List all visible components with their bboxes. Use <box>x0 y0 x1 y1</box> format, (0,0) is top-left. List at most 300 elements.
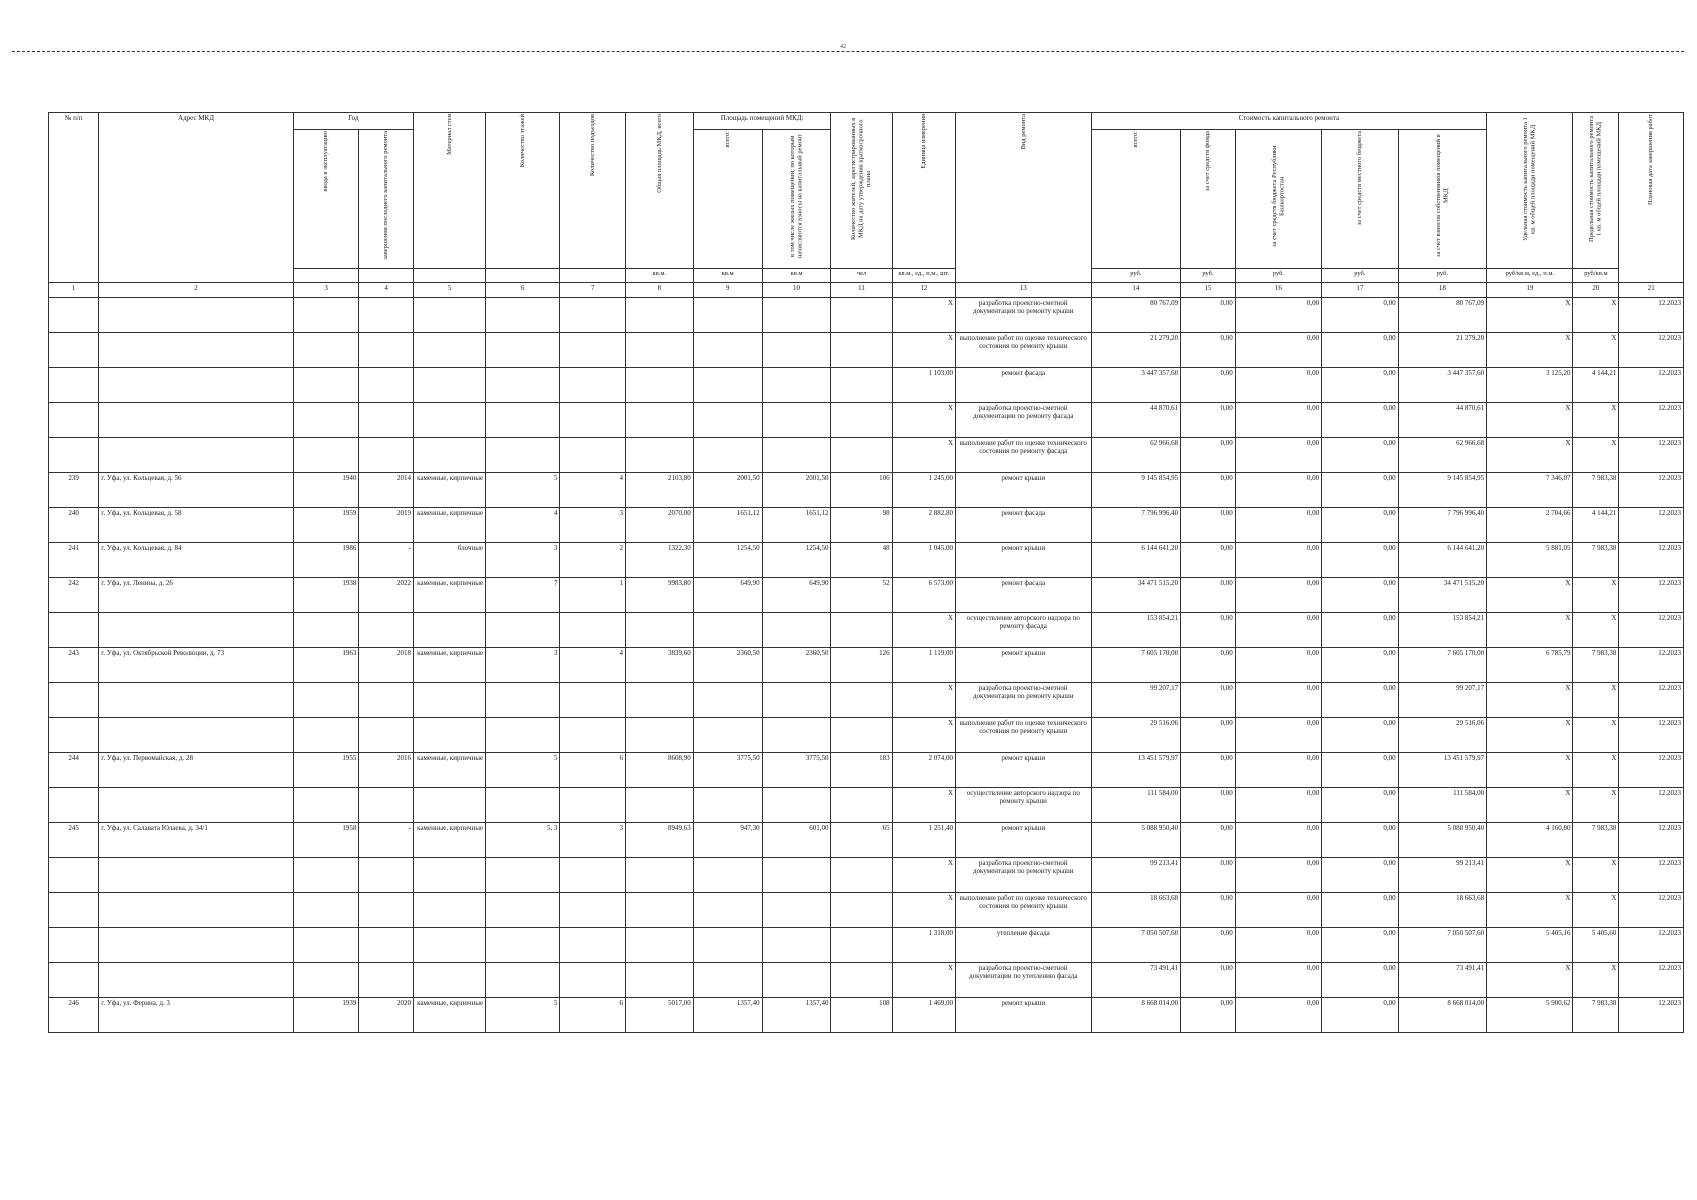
cell-unit: X <box>892 613 955 648</box>
cell-fl: 7 <box>486 578 560 613</box>
cell-mat <box>414 858 486 893</box>
cell-date: 12.2023 <box>1619 613 1684 648</box>
cell-area: 2070,00 <box>626 508 694 543</box>
unit-fund: руб. <box>1181 269 1236 283</box>
cell-pt <box>693 893 762 928</box>
cell-y2: 2022 <box>359 578 414 613</box>
cell-ent <box>560 333 626 368</box>
cell-mc: 4 144,21 <box>1573 368 1619 403</box>
cell-unit: 2 074,00 <box>892 753 955 788</box>
cell-address <box>99 718 294 753</box>
cell-area: 2103,80 <box>626 473 694 508</box>
table-row <box>49 473 1684 508</box>
cell-uc: X <box>1487 683 1573 718</box>
cell-uc: X <box>1487 438 1573 473</box>
cell-total: 7 605 170,00 <box>1091 648 1181 683</box>
cell-unit: X <box>892 333 955 368</box>
cell-y2 <box>359 683 414 718</box>
column-number: 20 <box>1573 283 1619 298</box>
cell-y1 <box>293 403 359 438</box>
cell-type: утепление фасада <box>956 928 1092 963</box>
cell-fl <box>486 403 560 438</box>
cell-address <box>99 298 294 333</box>
table-row <box>49 683 1684 718</box>
column-number: 9 <box>693 283 762 298</box>
cell-fund: 0,00 <box>1181 683 1236 718</box>
unit-total-area: кв.м. <box>626 269 694 283</box>
cell-date: 12.2023 <box>1619 648 1684 683</box>
cell-fund: 0,00 <box>1181 403 1236 438</box>
column-number: 4 <box>359 283 414 298</box>
table-row <box>49 893 1684 928</box>
cell-pp <box>762 403 831 438</box>
cell-own: 13 451 579,97 <box>1398 753 1487 788</box>
cell-date: 12.2023 <box>1619 438 1684 473</box>
cell-date: 12.2023 <box>1619 893 1684 928</box>
cell-total: 18 663,68 <box>1091 893 1181 928</box>
header-address: Адрес МКД <box>99 113 294 283</box>
cell-own: 111 584,00 <box>1398 788 1487 823</box>
cell-address <box>99 613 294 648</box>
column-number: 17 <box>1322 283 1398 298</box>
cell-mc: X <box>1573 788 1619 823</box>
cell-unit: 1 245,00 <box>892 473 955 508</box>
cell-y1: 1958 <box>293 823 359 858</box>
cell-area <box>626 928 694 963</box>
header-local-budget: за счет средств местного бюджета <box>1322 130 1398 269</box>
header-fund: за счет средств фонда <box>1181 130 1236 269</box>
cell-address <box>99 893 294 928</box>
cell-fund: 0,00 <box>1181 718 1236 753</box>
cell-mb: 0,00 <box>1322 438 1398 473</box>
cell-y1 <box>293 683 359 718</box>
cell-type: ремонт крыши <box>956 648 1092 683</box>
cell-date: 12.2023 <box>1619 403 1684 438</box>
cell-area <box>626 683 694 718</box>
cell-total: 13 451 579,97 <box>1091 753 1181 788</box>
cell-no: 243 <box>49 648 99 683</box>
cell-unit: 2 882,80 <box>892 508 955 543</box>
cell-mat: каменные, кирпичные <box>414 508 486 543</box>
cell-total: 80 767,09 <box>1091 298 1181 333</box>
unit-local-budget: руб. <box>1322 269 1398 283</box>
column-number-row <box>49 283 1684 298</box>
cell-ent <box>560 368 626 403</box>
cell-pt: 3775,50 <box>693 753 762 788</box>
table-row <box>49 298 1684 333</box>
cell-area <box>626 438 694 473</box>
cell-pp <box>762 333 831 368</box>
cell-total: 73 491,41 <box>1091 963 1181 998</box>
cell-ent <box>560 963 626 998</box>
cell-res <box>831 333 892 368</box>
cell-mat: каменные, кирпичные <box>414 648 486 683</box>
cell-type: разработка проектно-сметной документации по ремонту крыши <box>956 298 1092 333</box>
cell-area <box>626 788 694 823</box>
cell-uc: 4 160,80 <box>1487 823 1573 858</box>
cell-mc: X <box>1573 403 1619 438</box>
header-premises-total: всего: <box>693 130 762 269</box>
cell-y1 <box>293 788 359 823</box>
cell-res <box>831 368 892 403</box>
header-premises-paying: в том числе жилых помещений, по которым начисляются взносы на капитальный ремонт <box>762 130 831 269</box>
cell-fl: 3 <box>486 648 560 683</box>
cell-rb: 0,00 <box>1235 543 1321 578</box>
cell-date: 12.2023 <box>1619 753 1684 788</box>
cell-unit: 1 251,40 <box>892 823 955 858</box>
column-number: 15 <box>1181 283 1236 298</box>
cell-type: разработка проектно-сметной документации по ремонту крыши <box>956 683 1092 718</box>
cell-mat <box>414 438 486 473</box>
table-row <box>49 753 1684 788</box>
cell-area <box>626 368 694 403</box>
cell-fl <box>486 298 560 333</box>
cell-y2 <box>359 858 414 893</box>
cell-no <box>49 893 99 928</box>
cell-uc: 5 881,05 <box>1487 543 1573 578</box>
cell-no <box>49 438 99 473</box>
cell-uc: X <box>1487 333 1573 368</box>
header-units-row <box>49 269 1684 283</box>
cell-res: 108 <box>831 998 892 1033</box>
cell-area <box>626 298 694 333</box>
cell-type: ремонт крыши <box>956 823 1092 858</box>
header-unit: Единица измерения <box>892 113 955 269</box>
cell-ent: 3 <box>560 823 626 858</box>
cell-fund: 0,00 <box>1181 893 1236 928</box>
cell-area <box>626 403 694 438</box>
column-number: 12 <box>892 283 955 298</box>
cell-rb: 0,00 <box>1235 578 1321 613</box>
cell-no <box>49 788 99 823</box>
cell-no <box>49 928 99 963</box>
cell-rb: 0,00 <box>1235 648 1321 683</box>
unit-max-cost: руб/кв.м <box>1573 269 1619 283</box>
unit-cost-total: руб. <box>1091 269 1181 283</box>
header-premises-area: Площадь помещений МКД: <box>693 113 831 130</box>
cell-own: 7 796 996,40 <box>1398 508 1487 543</box>
cell-unit: X <box>892 893 955 928</box>
unit-unit: кв.м., ед., п.м., шт. <box>892 269 955 283</box>
cell-mat <box>414 928 486 963</box>
cell-unit: X <box>892 858 955 893</box>
cell-rb: 0,00 <box>1235 403 1321 438</box>
cell-y1: 1986 <box>293 543 359 578</box>
cell-ent <box>560 788 626 823</box>
cell-mat <box>414 403 486 438</box>
cell-fund: 0,00 <box>1181 578 1236 613</box>
cell-total: 111 584,00 <box>1091 788 1181 823</box>
cell-no <box>49 963 99 998</box>
cell-unit: 1 103,00 <box>892 368 955 403</box>
cell-mc: X <box>1573 893 1619 928</box>
cell-mat <box>414 368 486 403</box>
cell-own: 7 605 170,00 <box>1398 648 1487 683</box>
cell-fund: 0,00 <box>1181 333 1236 368</box>
cell-rb: 0,00 <box>1235 718 1321 753</box>
cell-date: 12.2023 <box>1619 858 1684 893</box>
cell-mb: 0,00 <box>1322 403 1398 438</box>
column-number: 3 <box>293 283 359 298</box>
cell-area: 1322,30 <box>626 543 694 578</box>
cell-date: 12.2023 <box>1619 718 1684 753</box>
cell-mb: 0,00 <box>1322 963 1398 998</box>
cell-unit: X <box>892 683 955 718</box>
cell-fund: 0,00 <box>1181 963 1236 998</box>
cell-fund: 0,00 <box>1181 823 1236 858</box>
cell-date: 12.2023 <box>1619 298 1684 333</box>
cell-pt <box>693 928 762 963</box>
cell-uc: X <box>1487 788 1573 823</box>
cell-pt <box>693 333 762 368</box>
cell-res: 126 <box>831 648 892 683</box>
cell-fl: 5 <box>486 473 560 508</box>
cell-address: г. Уфа, ул. Кольцевая, д. 58 <box>99 508 294 543</box>
cell-own: 29 516,06 <box>1398 718 1487 753</box>
cell-fl <box>486 613 560 648</box>
cell-date: 12.2023 <box>1619 963 1684 998</box>
cell-res <box>831 928 892 963</box>
cell-y2 <box>359 403 414 438</box>
cell-area: 3839,60 <box>626 648 694 683</box>
column-number: 14 <box>1091 283 1181 298</box>
header-max-cost: Предельная стоимость капитального ремонта 1 кв. м общей площади помещений МКД <box>1573 113 1619 269</box>
cell-own: 3 447 357,60 <box>1398 368 1487 403</box>
cell-type: выполнение работ по оценке технического состояния по ремонту крыши <box>956 718 1092 753</box>
cell-pt: 2360,50 <box>693 648 762 683</box>
cell-fl <box>486 788 560 823</box>
header-rb-budget: за счет средств бюджета Республики Башкортостан <box>1235 130 1321 269</box>
cell-rb: 0,00 <box>1235 473 1321 508</box>
cell-area <box>626 718 694 753</box>
table-row <box>49 998 1684 1033</box>
page-number: 42 <box>840 44 846 50</box>
unit-rb-budget: руб. <box>1235 269 1321 283</box>
cell-own: 153 854,21 <box>1398 613 1487 648</box>
cell-area <box>626 858 694 893</box>
cell-res <box>831 718 892 753</box>
cell-address <box>99 928 294 963</box>
cell-unit: 1 119,00 <box>892 648 955 683</box>
cell-no <box>49 718 99 753</box>
cell-mc: 7 983,38 <box>1573 823 1619 858</box>
cell-y1 <box>293 333 359 368</box>
cell-res <box>831 438 892 473</box>
cell-mat <box>414 788 486 823</box>
cell-mat: блочные <box>414 543 486 578</box>
cell-total: 153 854,21 <box>1091 613 1181 648</box>
cell-pp <box>762 438 831 473</box>
unit-unit-cost: руб/кв.м, ед., п.м. <box>1487 269 1573 283</box>
header-owners: за счет взносов собственников помещений в МКД <box>1398 130 1487 269</box>
cell-pp <box>762 718 831 753</box>
cell-own: 44 870,61 <box>1398 403 1487 438</box>
cell-pt: 2001,50 <box>693 473 762 508</box>
cell-fl <box>486 333 560 368</box>
cell-total: 62 966,68 <box>1091 438 1181 473</box>
cell-pp: 3775,50 <box>762 753 831 788</box>
cell-res <box>831 683 892 718</box>
table-row <box>49 578 1684 613</box>
cell-type: выполнение работ по оценке технического состояния по ремонту крыши <box>956 333 1092 368</box>
header-total-area: Общая площадь МКД, всего <box>626 113 694 269</box>
cell-fund: 0,00 <box>1181 298 1236 333</box>
table-row <box>49 823 1684 858</box>
cell-res <box>831 893 892 928</box>
cell-type: выполнение работ по оценке технического состояния по ремонту крыши <box>956 893 1092 928</box>
cell-address <box>99 368 294 403</box>
cell-type: ремонт крыши <box>956 753 1092 788</box>
header-plan-date: Плановая дата завершения работ <box>1619 113 1684 283</box>
column-number: 21 <box>1619 283 1684 298</box>
cell-rb: 0,00 <box>1235 613 1321 648</box>
cell-date: 12.2023 <box>1619 928 1684 963</box>
cell-uc: X <box>1487 403 1573 438</box>
cell-rb: 0,00 <box>1235 368 1321 403</box>
cell-mc: 7 983,38 <box>1573 473 1619 508</box>
cell-mc: X <box>1573 963 1619 998</box>
cell-pt: 1651,12 <box>693 508 762 543</box>
cell-y2 <box>359 368 414 403</box>
column-number: 6 <box>486 283 560 298</box>
cell-date: 12.2023 <box>1619 788 1684 823</box>
cell-ent <box>560 438 626 473</box>
cell-res: 65 <box>831 823 892 858</box>
cell-type: осуществление авторского надзора по ремонту фасада <box>956 613 1092 648</box>
cell-mb: 0,00 <box>1322 753 1398 788</box>
cell-mc: X <box>1573 683 1619 718</box>
cell-mat <box>414 298 486 333</box>
cell-mb: 0,00 <box>1322 823 1398 858</box>
cell-no <box>49 298 99 333</box>
cell-y1: 1955 <box>293 753 359 788</box>
cell-uc: X <box>1487 718 1573 753</box>
cell-rb: 0,00 <box>1235 858 1321 893</box>
table-row <box>49 333 1684 368</box>
cell-mc: X <box>1573 858 1619 893</box>
cell-no <box>49 368 99 403</box>
cell-pp <box>762 298 831 333</box>
cell-rb: 0,00 <box>1235 963 1321 998</box>
cell-res <box>831 403 892 438</box>
header-year: Год <box>293 113 413 130</box>
cell-mb: 0,00 <box>1322 648 1398 683</box>
cell-pt <box>693 613 762 648</box>
cell-date: 12.2023 <box>1619 578 1684 613</box>
cell-pp <box>762 788 831 823</box>
cell-rb: 0,00 <box>1235 683 1321 718</box>
cell-mb: 0,00 <box>1322 543 1398 578</box>
cell-pp: 649,90 <box>762 578 831 613</box>
cell-fl <box>486 928 560 963</box>
cell-fl <box>486 368 560 403</box>
cell-rb: 0,00 <box>1235 508 1321 543</box>
cell-pt <box>693 368 762 403</box>
table-body <box>49 298 1684 1033</box>
cell-fund: 0,00 <box>1181 543 1236 578</box>
cell-mb: 0,00 <box>1322 998 1398 1033</box>
cell-y1 <box>293 928 359 963</box>
cell-date: 12.2023 <box>1619 543 1684 578</box>
header-year-last-repair: завершения последнего капитального ремонта <box>359 130 414 269</box>
cell-unit: 1 469,00 <box>892 998 955 1033</box>
column-number: 2 <box>99 283 294 298</box>
cell-ent <box>560 928 626 963</box>
cell-y2 <box>359 963 414 998</box>
cell-y1: 1963 <box>293 648 359 683</box>
unit-premises-total: кв.м <box>693 269 762 283</box>
cell-own: 8 668 014,00 <box>1398 998 1487 1033</box>
cell-type: ремонт фасада <box>956 578 1092 613</box>
cell-ent <box>560 718 626 753</box>
cell-ent: 4 <box>560 648 626 683</box>
cell-pt: 1254,50 <box>693 543 762 578</box>
repair-plan-table <box>48 112 1684 1033</box>
cell-y1 <box>293 298 359 333</box>
cell-y2 <box>359 928 414 963</box>
cell-y1: 1940 <box>293 473 359 508</box>
cell-mc: X <box>1573 438 1619 473</box>
cell-fund: 0,00 <box>1181 648 1236 683</box>
cell-total: 99 213,41 <box>1091 858 1181 893</box>
cell-own: 99 207,17 <box>1398 683 1487 718</box>
cell-pp: 2001,50 <box>762 473 831 508</box>
cell-ent <box>560 683 626 718</box>
cell-mb: 0,00 <box>1322 683 1398 718</box>
cell-unit: 1 045,00 <box>892 543 955 578</box>
cell-fund: 0,00 <box>1181 368 1236 403</box>
cell-total: 7 050 507,60 <box>1091 928 1181 963</box>
cell-mc: X <box>1573 298 1619 333</box>
column-number: 1 <box>49 283 99 298</box>
cell-ent <box>560 858 626 893</box>
cell-fund: 0,00 <box>1181 998 1236 1033</box>
cell-ent: 4 <box>560 473 626 508</box>
table-row <box>49 403 1684 438</box>
cell-date: 12.2023 <box>1619 368 1684 403</box>
cell-y1 <box>293 718 359 753</box>
cell-uc: 5 405,16 <box>1487 928 1573 963</box>
cell-date: 12.2023 <box>1619 823 1684 858</box>
cell-pp: 601,00 <box>762 823 831 858</box>
cell-pp <box>762 858 831 893</box>
cell-mat <box>414 718 486 753</box>
cell-fund: 0,00 <box>1181 473 1236 508</box>
cell-mb: 0,00 <box>1322 718 1398 753</box>
cell-rb: 0,00 <box>1235 753 1321 788</box>
cell-total: 9 145 854,95 <box>1091 473 1181 508</box>
cell-pt <box>693 963 762 998</box>
cell-res: 52 <box>831 578 892 613</box>
column-number: 8 <box>626 283 694 298</box>
cell-uc: X <box>1487 613 1573 648</box>
cell-y1: 1959 <box>293 508 359 543</box>
cell-no <box>49 858 99 893</box>
cell-y2: - <box>359 543 414 578</box>
cell-address: г. Уфа, ул. Ленина, д. 26 <box>99 578 294 613</box>
cell-uc: X <box>1487 753 1573 788</box>
cell-pp <box>762 683 831 718</box>
cell-date: 12.2023 <box>1619 683 1684 718</box>
cell-address <box>99 333 294 368</box>
cell-mat <box>414 893 486 928</box>
cell-unit: X <box>892 788 955 823</box>
cell-y2: 2016 <box>359 753 414 788</box>
cell-mc: X <box>1573 333 1619 368</box>
cell-date: 12.2023 <box>1619 473 1684 508</box>
cell-rb: 0,00 <box>1235 438 1321 473</box>
cell-y1 <box>293 368 359 403</box>
